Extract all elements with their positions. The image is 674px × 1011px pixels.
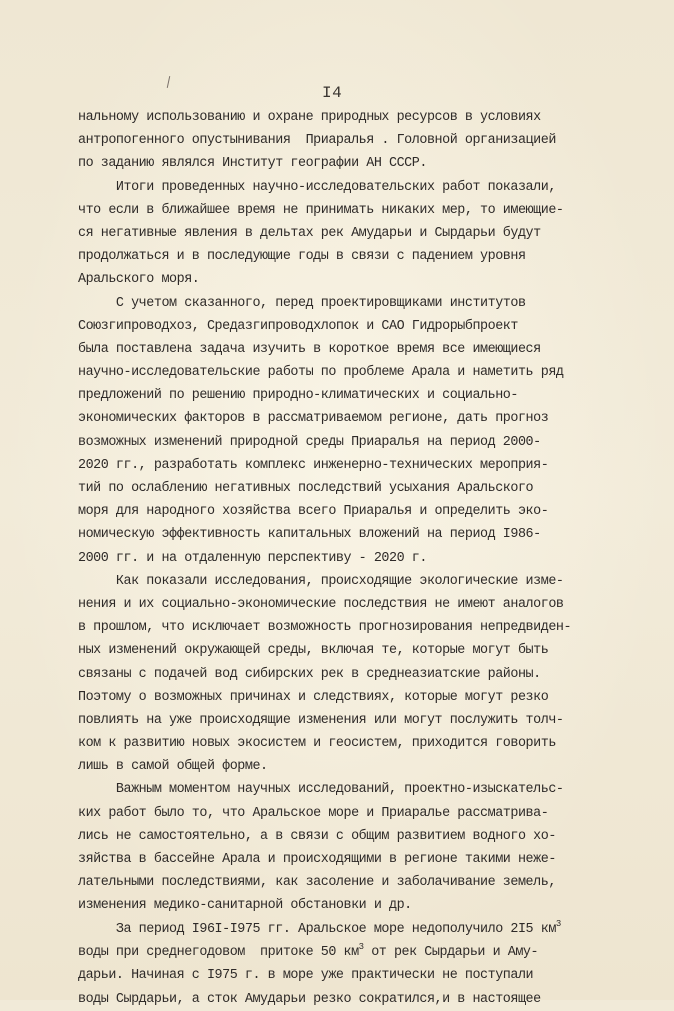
text-line: антропогенного опустынивания Приаралья . Головной организацией bbox=[78, 133, 556, 149]
text-line: номическую эффективность капитальных вложений на период I986- bbox=[78, 527, 541, 543]
text-line: Важным моментом научных исследований, проектно-изыскательс- bbox=[78, 782, 564, 798]
text-line: ся негативные явления в дельтах рек Амударьи и Сырдарьи будут bbox=[78, 225, 541, 241]
text-line: Аральского моря. bbox=[78, 272, 200, 288]
body-text bbox=[78, 106, 638, 918]
pencil-tick-mark bbox=[167, 76, 170, 88]
text-segment: воды при среднегодовом притоке 50 км bbox=[78, 945, 359, 961]
text-line: лательными последствиями, как засоление и заболачивание земель, bbox=[78, 875, 556, 891]
superscript: 3 bbox=[358, 942, 364, 953]
superscript: 3 bbox=[555, 919, 561, 929]
text-line bbox=[78, 918, 638, 941]
text-line: дарьи. Начиная с I975 г. в море уже практически не поступали bbox=[78, 968, 534, 984]
text-line: была поставлена задача изучить в короткое время все имеющиеся bbox=[78, 341, 541, 357]
text-line: продолжаться и в последующие годы в связи с падением уровня bbox=[78, 249, 526, 265]
text-line: нения и их социально-экономические последствия не имеют аналогов bbox=[78, 596, 564, 612]
page-number: I4 bbox=[322, 84, 343, 102]
text-line: Союзгипроводхоз, Средазгипроводхлопок и САО Гидрорыбпроект bbox=[78, 318, 518, 334]
text-line: повлиять на уже происходящие изменения или могут послужить толч- bbox=[78, 712, 564, 728]
text-line: Поэтому о возможных причинах и следствиях, которые могут резко bbox=[78, 689, 549, 705]
text-line: 2020 гг., разработать комплекс инженерно-технических мероприя- bbox=[78, 457, 549, 473]
text-line: экономических факторов в рассматриваемом регионе, дать прогноз bbox=[78, 411, 549, 427]
text-line: лишь в самой общей форме. bbox=[78, 759, 268, 775]
text-line: ких работ было то, что Аральское море и Приаралье рассматрива- bbox=[78, 805, 549, 821]
text-line: возможных изменений природной среды Приаралья на период 2000- bbox=[78, 434, 541, 450]
text-line: нальному использованию и охране природных ресурсов в условиях bbox=[78, 110, 541, 125]
text-line: С учетом сказанного, перед проектировщиками институтов bbox=[78, 295, 526, 311]
text-line: по заданию являлся Институт географии АН СССР. bbox=[78, 156, 427, 172]
text-line: Итоги проведенных научно-исследовательских работ показали, bbox=[78, 179, 556, 195]
text-segment: от рек Сырдарьи и Аму- bbox=[363, 945, 539, 961]
last-paragraph bbox=[78, 918, 638, 1011]
text-line: зяйства в бассейне Арала и происходящими в регионе такими неже- bbox=[78, 852, 556, 867]
text-line: ком к развитию новых экосистем и геосистем, приходится говорить bbox=[78, 736, 556, 752]
text-line: предложений по решению природно-климатических и социально- bbox=[78, 388, 518, 404]
text-line: ных изменений окружающей среды, включая те, которые могут быть bbox=[78, 643, 549, 659]
text-segment: За период I96I-I975 гг. Аральское море недополучило 2I5 км bbox=[78, 922, 556, 937]
text-line: воды Сырдарьи, а сток Амударьи резко сократился,и в настоящее bbox=[78, 991, 541, 1007]
text-line: 2000 гг. и на отдаленную перспективу - 2020 г. bbox=[78, 550, 427, 566]
text-line: связаны с подачей вод сибирских рек в среднеазиатские районы. bbox=[78, 666, 541, 682]
text-line: что если в ближайшее время не принимать никаких мер, то имеющие- bbox=[78, 202, 564, 218]
text-line bbox=[78, 941, 638, 964]
text-line: в прошлом, что исключает возможность прогнозирования непредвиден- bbox=[78, 620, 572, 636]
text-line: изменения медико-санитарной обстановки и др. bbox=[78, 898, 412, 914]
text-line: научно-исследовательские работы по проблеме Арала и наметить ряд bbox=[78, 365, 564, 381]
text-line: тий по ослаблению негативных последствий усыхания Аральского bbox=[78, 481, 534, 496]
text-line: лись не самостоятельно, а в связи с общим развитием водного хо- bbox=[78, 828, 556, 844]
text-line: моря для народного хозяйства всего Приаралья и определить эко- bbox=[78, 504, 549, 520]
text-line: Как показали исследования, происходящие экологические изме- bbox=[78, 573, 564, 589]
